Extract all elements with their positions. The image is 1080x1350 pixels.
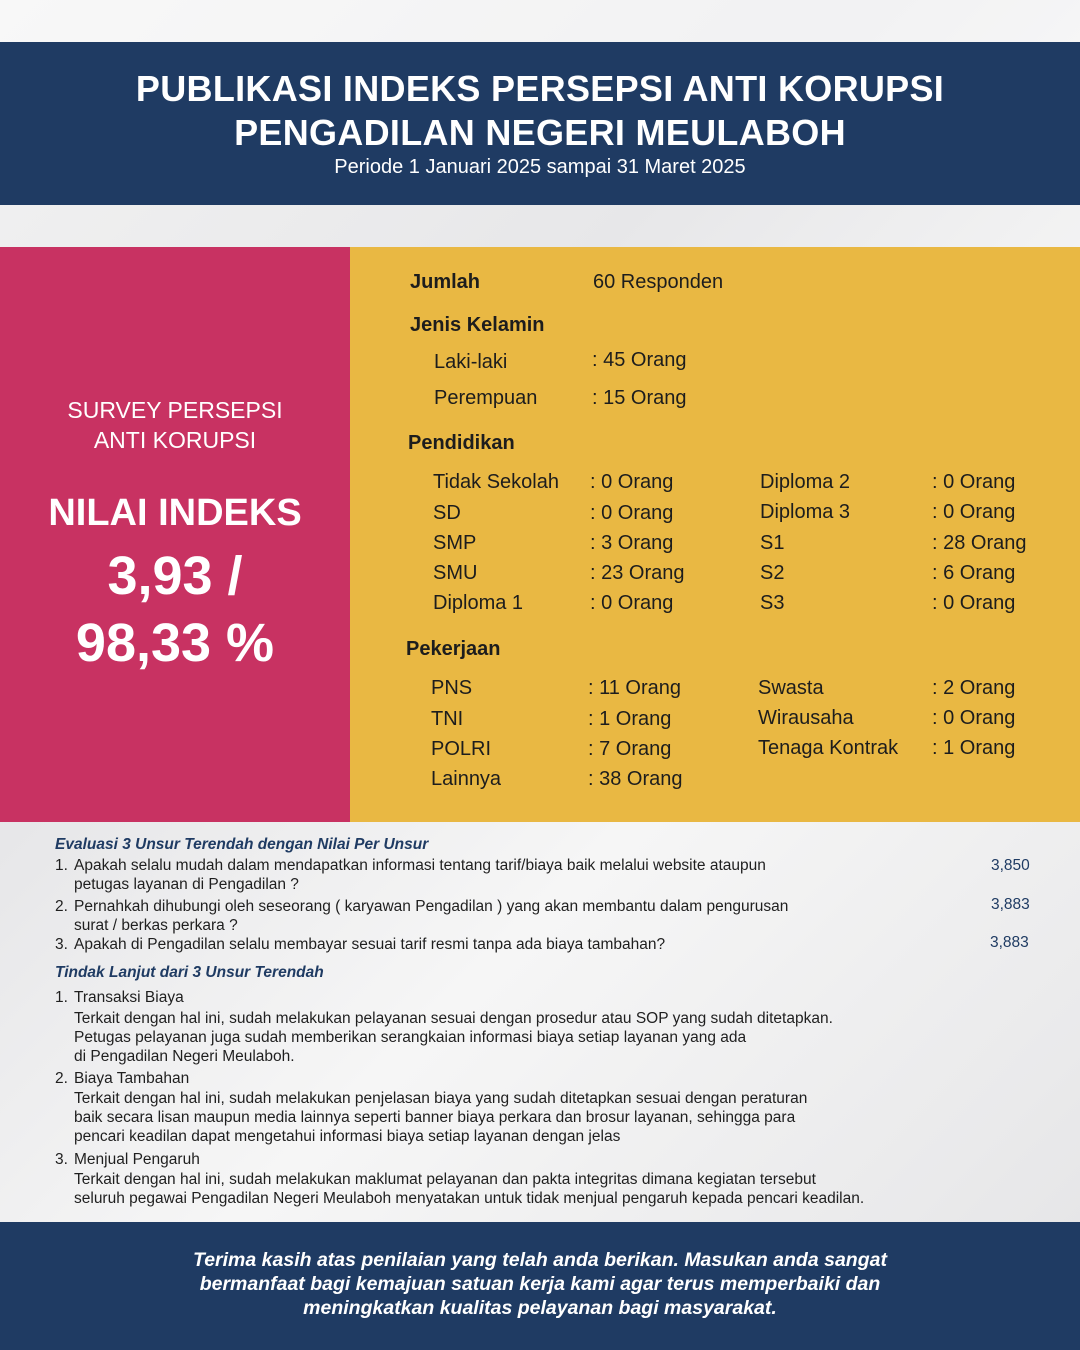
education-value: : 0 Orang [590,471,674,493]
followup-item-text: di Pengadilan Negeri Meulaboh. [74,1048,295,1065]
followup-item-title: Biaya Tambahan [74,1070,190,1087]
education-label: Diploma 1 [433,592,524,614]
job-value: : 1 Orang [932,737,1016,759]
evaluation-item-text: Apakah di Pengadilan selalu membayar sesuai tarif resmi tanpa ada biaya tambahan? [74,936,666,953]
education-value: : 6 Orang [932,562,1016,584]
followup-item-text: Terkait dengan hal ini, sudah melakukan pelayanan sesuai dengan prosedur atau SOP yang sudah ditetapkan. [74,1010,833,1027]
job-label: POLRI [431,738,492,760]
footer-line3: meningkatkan kualitas pelayanan bagi masyarakat. [303,1297,777,1319]
respondent-panel [350,247,1080,822]
evaluation-item-score: 3,883 [991,896,1030,913]
evaluation-item-text: surat / berkas perkara ? [74,917,238,934]
survey-label-line1: SURVEY PERSEPSI [67,397,283,423]
education-label: Tidak Sekolah [433,471,559,493]
education-label: Diploma 2 [760,471,851,493]
evaluation-item-number: 2. [55,898,68,915]
education-value: : 0 Orang [932,592,1016,614]
education-label: S1 [760,532,785,554]
education-value: : 28 Orang [932,532,1027,554]
survey-label-line2: ANTI KORUPSI [93,427,257,453]
education-label: SMU [433,562,478,584]
job-label: Lainnya [431,768,502,790]
evaluation-section [0,822,1080,1222]
job-label: Wirausaha [758,707,854,729]
nilai-indeks-label: NILAI INDEKS [48,492,302,534]
education-label: SD [433,502,461,524]
education-value: : 3 Orang [590,532,674,554]
job-value: : 7 Orang [588,738,672,760]
job-value: : 11 Orang [588,677,682,699]
header-banner [0,42,1080,205]
followup-item-title: Transaksi Biaya [74,989,184,1006]
followup-item-title: Menjual Pengaruh [74,1151,200,1168]
job-value: : 2 Orang [932,677,1016,699]
followup-item-text: Terkait dengan hal ini, sudah melakukan penjelasan biaya yang sudah ditetapkan sesuai dengan peraturan [74,1090,808,1107]
evaluation-item-score: 3,850 [991,857,1030,874]
index-value: 3,93 / [107,546,243,606]
footer-line1: Terima kasih atas penilaian yang telah anda berikan. Masukan anda sangat [193,1249,887,1271]
gender-label: Laki-laki [434,351,508,373]
gender-value: : 15 Orang [592,387,687,409]
footer-line2: bermanfaat bagi kemajuan satuan kerja kami agar terus memperbaiki dan [199,1273,881,1295]
evaluation-item-text: petugas layanan di Pengadilan ? [74,876,299,893]
job-label: Swasta [758,677,824,699]
page-title-line1: PUBLIKASI INDEKS PERSEPSI ANTI KORUPSI [135,68,945,109]
index-score-panel [0,247,350,822]
followup-item-text: pencari keadilan dapat mengetahui informasi biaya setiap layanan dengan jelas [74,1128,621,1145]
education-label: S2 [760,562,785,584]
gender-label: Perempuan [434,387,538,409]
education-value: : 23 Orang [590,562,685,584]
gender-value: : 45 Orang [592,349,687,371]
jumlah-label: Jumlah [410,271,481,293]
followup-item-number: 2. [55,1070,68,1087]
followup-item-text: Petugas pelayanan juga sudah memberikan serangkaian informasi biaya setiap layanan yang ada [74,1029,747,1046]
evaluation-item-score: 3,883 [990,934,1029,951]
followup-item-text: Terkait dengan hal ini, sudah melakukan maklumat pelayanan dan pakta integritas dimana kegiatan tersebut [74,1171,816,1188]
evaluation-item-number: 1. [55,857,68,874]
education-value: : 0 Orang [590,592,674,614]
evaluation-item-text: Apakah selalu mudah dalam mendapatkan informasi tentang tarif/biaya baik melalui website ataupun [74,857,766,874]
thank-you-footer [0,1222,1080,1350]
job-heading: Pekerjaan [406,638,501,660]
education-value: : 0 Orang [932,501,1016,523]
education-label: Diploma 3 [760,501,851,523]
evaluation-heading: Evaluasi 3 Unsur Terendah dengan Nilai Per Unsur [55,836,429,853]
education-label: SMP [433,532,477,554]
evaluation-item-text: Pernahkah dihubungi oleh seseorang ( karyawan Pengadilan ) yang akan membantu dalam pengurusan [74,898,789,915]
job-label: Tenaga Kontrak [758,737,899,759]
followup-item-text: baik secara lisan maupun media lainnya seperti banner biaya perkara dan brosur layanan, sehingga para [74,1109,796,1126]
job-label: PNS [431,677,473,699]
job-value: : 1 Orang [588,708,672,730]
followup-item-number: 1. [55,989,68,1006]
index-percentage: 98,33 % [75,613,275,673]
education-heading: Pendidikan [408,432,515,454]
education-value: : 0 Orang [590,502,674,524]
evaluation-item-number: 3. [55,936,68,953]
job-value: : 38 Orang [588,768,683,790]
education-value: : 0 Orang [932,471,1016,493]
followup-item-number: 3. [55,1151,68,1168]
education-label: S3 [760,592,785,614]
followup-heading: Tindak Lanjut dari 3 Unsur Terendah [55,964,324,981]
period-subtitle: Periode 1 Januari 2025 sampai 31 Maret 2025 [334,156,746,178]
followup-item-text: seluruh pegawai Pengadilan Negeri Meulaboh menyatakan untuk tidak menjual pengaruh kepada pencari keadilan. [74,1190,865,1207]
job-label: TNI [431,708,464,730]
background-top-strip [0,0,1080,42]
gender-heading: Jenis Kelamin [410,314,545,336]
job-value: : 0 Orang [932,707,1016,729]
page-title-line2: PENGADILAN NEGERI MEULABOH [234,112,846,153]
jumlah-value: 60 Responden [593,271,724,293]
